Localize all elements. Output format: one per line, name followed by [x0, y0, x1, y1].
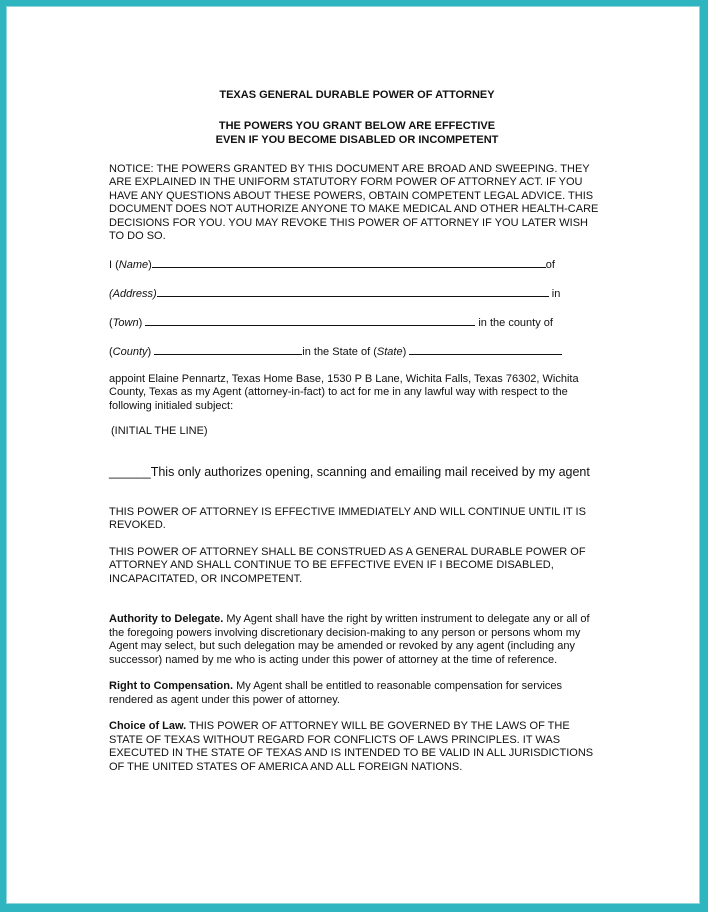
compensation-heading: Right to Compensation.	[109, 680, 234, 692]
choice-of-law-paragraph	[109, 720, 605, 774]
county-blank[interactable]	[154, 343, 302, 355]
document-subtitle	[109, 119, 605, 147]
initial-the-line: (INITIAL THE LINE)	[111, 425, 208, 437]
delegate-heading: Authority to Delegate.	[109, 613, 224, 625]
town-suffix: in the county of	[475, 316, 553, 329]
name-blank[interactable]	[152, 256, 546, 268]
appoint-paragraph: appoint Elaine Pennartz, Texas Home Base, 1530 P B Lane, Wichita Falls, Texas 76302, Wichita County, Texas as my Agent (attorney-in-fact) to act for me in any lawful way with respect to the following initialed subject:	[109, 372, 579, 412]
state-label: State	[376, 345, 403, 358]
notice-paragraph: NOTICE: THE POWERS GRANTED BY THIS DOCUMENT ARE BROAD AND SWEEPING. THEY ARE EXPLAINED IN THE UNIFORM STATUTORY FORM POWER OF ATTORNEY ACT. IF YOU HAVE ANY QUESTIONS ABOUT THESE POWERS, OBTAIN COMPETENT LEGAL ADVICE. THIS DOCUMENT DOES NOT AUTHORIZE ANYONE TO MAKE MEDICAL AND OTHER HEALTH-CARE DECISIONS FOR YOU. YOU MAY REVOKE THIS POWER OF ATTORNEY IF YOU LATER WISH TO DO SO.	[109, 162, 599, 242]
address-label: (Address)	[109, 287, 157, 300]
town-blank[interactable]	[145, 314, 475, 326]
town-field-line	[109, 314, 605, 330]
name-field-line	[109, 256, 605, 272]
town-label: Town	[112, 316, 139, 329]
subtitle-line-1: THE POWERS YOU GRANT BELOW ARE EFFECTIVE	[218, 119, 496, 132]
name-close: )	[148, 258, 152, 271]
initial-blank[interactable]: ______	[109, 464, 151, 479]
document-body	[109, 89, 605, 774]
effective-paragraph: THIS POWER OF ATTORNEY IS EFFECTIVE IMMEDIATELY AND WILL CONTINUE UNTIL IT IS REVOKED.	[109, 505, 586, 531]
document-page	[6, 6, 700, 904]
name-prefix: I (	[109, 258, 119, 271]
choice-of-law-heading: Choice of Law.	[109, 720, 187, 732]
county-state-field-line	[109, 343, 605, 359]
name-suffix: of	[545, 258, 555, 271]
compensation-paragraph	[109, 680, 605, 707]
town-close: )	[138, 316, 146, 329]
subtitle-line-2: EVEN IF YOU BECOME DISABLED OR INCOMPETENT	[215, 133, 499, 146]
name-label: Name	[118, 258, 149, 271]
address-suffix: in	[548, 287, 561, 300]
county-close: )	[147, 345, 155, 358]
address-field-line	[109, 285, 605, 301]
state-prefix: in the State of (	[302, 345, 377, 358]
compensation-text: My Agent shall be entitled to reasonable compensation for services rendered as agent under this power of attorney.	[109, 680, 563, 706]
town-open: (	[109, 316, 113, 329]
agent-authority-text: This only authorizes opening, scanning and emailing mail received by my agent	[150, 464, 590, 479]
delegate-paragraph	[109, 613, 605, 667]
construed-paragraph: THIS POWER OF ATTORNEY SHALL BE CONSTRUED AS A GENERAL DURABLE POWER OF ATTORNEY AND SHALL CONTINUE TO BE EFFECTIVE EVEN IF I BECOME DISABLED, INCAPACITATED, OR INCOMPETENT.	[109, 545, 586, 585]
document-title: TEXAS GENERAL DURABLE POWER OF ATTORNEY	[219, 89, 495, 101]
choice-of-law-text: THIS POWER OF ATTORNEY WILL BE GOVERNED BY THE LAWS OF THE STATE OF TEXAS WITHOUT REGARD FOR CONFLICTS OF LAWS PRINCIPLES. IT WAS EXECUTED IN THE STATE OF TEXAS AND IS INTENDED TO BE VALID IN ALL JURISDICTIONS OF THE UNITED STATES OF AMERICA AND ALL FOREIGN NATIONS.	[109, 720, 594, 773]
agent-authority-line	[109, 465, 605, 480]
delegate-text: My Agent shall have the right by written instrument to delegate any or all of the foregoing powers involving discretionary decision-making to any person or persons whom my Agent may select, but such delegation may be amended or revoked by any agent (including any successor) named by me who is acting under this power of attorney at the time of reference.	[109, 613, 590, 666]
state-blank[interactable]	[409, 343, 562, 355]
county-open: (	[109, 345, 113, 358]
address-blank[interactable]	[157, 285, 549, 297]
county-label: County	[112, 345, 148, 358]
state-close: )	[402, 345, 410, 358]
